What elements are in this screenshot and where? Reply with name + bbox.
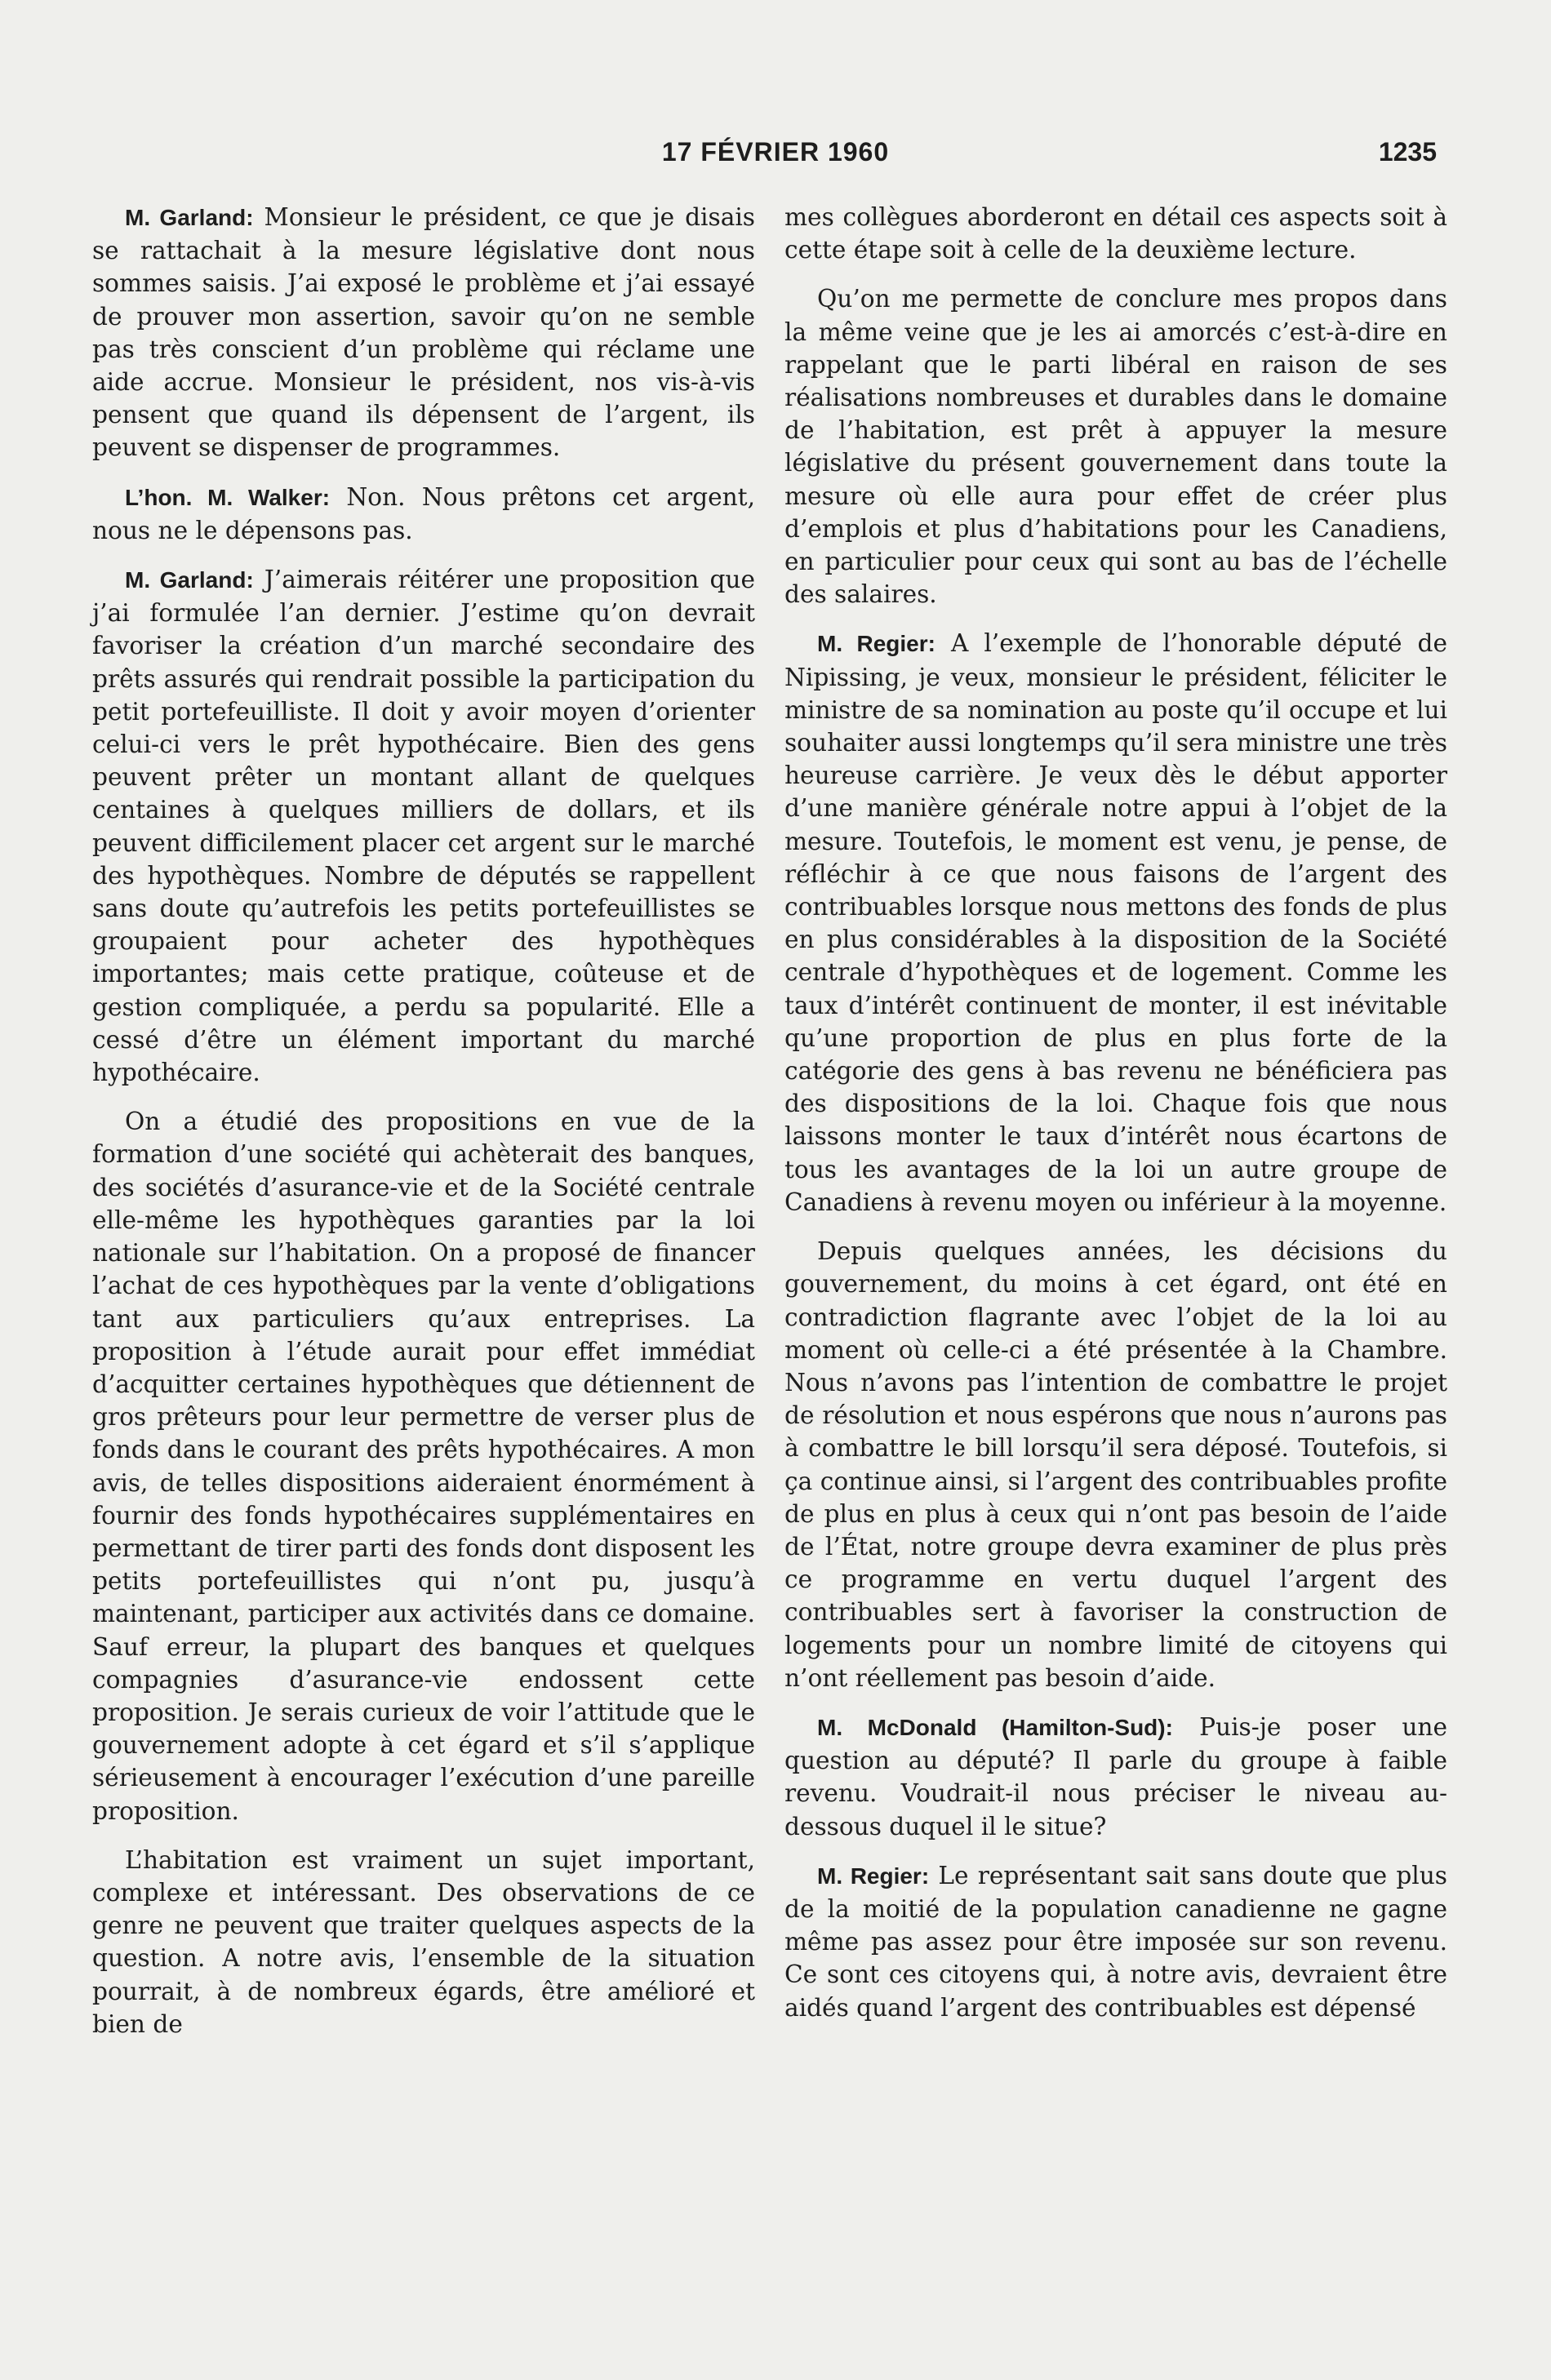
paragraph-text: Non. Nous prêtons cet argent, nous ne le dépensons pas. (92, 482, 755, 544)
paragraph-text: Qu’on me permette de conclure mes propos dans la même veine que je les ai amorcés c’est-à-dire en rappelant que le parti libéral en raison de ses réalisations nombreuses et durables dans le domaine de l’habitation, est prêt à appuyer la mesure législative du présent gouvernement dans toute la mesure où elle aura pour effet de créer plus d’emplois et plus d’habitations pour les Canadiens, en particulier pour ceux qui sont au bas de l’échelle des salaires. (784, 285, 1447, 609)
paragraph-text: On a étudié des propositions en vue de la formation d’une société qui achèterait des banques, des sociétés d’asurance-vie et de la Société centrale elle-même les hypothèques garanties par la loi nationale sur l’habitation. On a proposé de financer l’achat de ces hypothèques par la vente d’obligations tant aux particuliers qu’aux entreprises. La proposition à l’étude aurait pour effet immédiat d’acquitter certaines hypothèques que détiennent de gros prêteurs pour leur permettre de verser plus de fonds dans le courant des prêts hypothécaires. A mon avis, de telles dispositions aideraient énormément à fournir des fonds hypothécaires supplémentaires en permettant de tirer parti des fonds dont disposent les petits portefeuillistes qui n’ont pu, jusqu’à maintenant, participer aux activités dans ce domaine. Sauf erreur, la plupart des banques et quelques compagnies d’asurance-vie endossent cette proposition. Je serais curieux de voir l’attitude que le gouvernement adopte à cet égard et s’il s’applique sérieusement à encourager l’exécution d’une pareille proposition. (92, 1108, 755, 1825)
paragraph (784, 201, 1447, 266)
paragraph-text: J’aimerais réitérer une proposition que j’ai formulée l’an dernier. J’estime qu’on devrait favoriser la création d’un marché secondaire des prêts assurés qui rendrait possible la participation du petit portefeuilliste. Il doit y avoir moyen d’orienter celui-ci vers le prêt hypothécaire. Bien des gens peuvent prêter un montant allant de quelques centaines à quelques milliers de dollars, et ils peuvent difficilement placer cet argent sur le marché des hypothèques. Nombre de députés se rappellent sans doute qu’autrefois les petits portefeuillistes se groupaient pour acheter des hypothèques importantes; mais cette pratique, coûteuse et de gestion compliquée, a perdu sa popularité. Elle a cessé d’être un élément important du marché hypothécaire. (92, 566, 755, 1087)
paragraph (92, 201, 755, 464)
paragraph (784, 1711, 1447, 1843)
speaker-name: M. McDonald (Hamilton-Sud): (817, 1714, 1173, 1740)
speaker-name: M. Regier: (817, 631, 935, 657)
paragraph (92, 563, 755, 1089)
paragraph-text: Le représentant sait sans doute que plus de la moitié de la population canadienne ne gagne même pas assez pour être imposée sur son revenu. Ce sont ces citoyens qui, à notre avis, devraient être aidés quand l’argent des contribuables est dépensé (784, 1861, 1447, 2022)
paragraph-text: L’habitation est vraiment un sujet important, complexe et intéressant. Des observations de ce genre ne peuvent que traiter quelques aspects de la question. A notre avis, l’ensemble de la situation pourrait, à de nombreux égards, être amélioré et bien de (92, 1845, 755, 2038)
paragraph-text: Monsieur le président, ce que je disais se rattachait à la mesure législative dont nous sommes saisis. J’ai exposé le problème et j’ai essayé de prouver mon assertion, savoir qu’on ne semble pas très conscient d’un problème qui réclame une aide accrue. Monsieur le président, nos vis-à-vis pensent que quand ils dépensent de l’argent, ils peuvent se dispenser de programmes. (92, 203, 755, 462)
paragraph-text: Puis-je poser une question au député? Il parle du groupe à faible revenu. Voudrait-il nous préciser le niveau au-dessous duquel il le situe? (784, 1712, 1447, 1841)
page-date: 17 FÉVRIER 1960 (661, 137, 890, 167)
speaker-name: M. Garland: (125, 205, 254, 230)
paragraph (784, 1235, 1447, 1694)
speaker-name: L’hon. M. Walker: (125, 484, 331, 510)
paragraph (92, 1844, 755, 2040)
paragraph (784, 627, 1447, 1219)
speaker-name: M. Regier: (817, 1863, 930, 1889)
paragraph (92, 481, 755, 547)
page-number: 1235 (1378, 137, 1437, 167)
paragraph (92, 1105, 755, 1827)
paragraph-text: Depuis quelques années, les décisions du gouvernement, du moins à cet égard, ont été en contradiction flagrante avec l’objet de la loi au moment où celle-ci a été présentée à la Chambre. Nous n’avons pas l’intention de combattre le projet de résolution et nous espérons que nous n’aurons pas à combattre le bill lorsqu’il sera déposé. Toutefois, si ça continue ainsi, si l’argent des contribuables profite de plus en plus à ceux qui n’ont pas besoin de l’aide de l’État, notre groupe devra examiner de plus près ce programme en vertu duquel l’argent des contribuables sert à favoriser la construction de logements pour un nombre limité de citoyens qui n’ont réellement pas besoin d’aide. (784, 1237, 1447, 1692)
paragraph-text: mes collègues aborderont en détail ces aspects soit à cette étape soit à celle de la deuxième lecture. (784, 203, 1447, 264)
page-header (0, 137, 1551, 170)
left-column (92, 201, 755, 2057)
paragraph (784, 282, 1447, 611)
paragraph-text: A l’exemple de l’honorable député de Nipissing, je veux, monsieur le président, féliciter le ministre de sa nomination au poste qu’il occupe et lui souhaiter aussi longtemps qu’il sera ministre une très heureuse carrière. Je veux dès le début apporter d’une manière générale notre appui à l’objet de la mesure. Toutefois, le moment est venu, je pense, de réfléchir à ce que nous faisons de l’argent des contribuables lorsque nous mettons des fonds de plus en plus considérables à la disposition de la Société centrale d’hypothèques et de logement. Comme les taux d’intérêt continuent de monter, il est inévitable qu’une proportion de plus en plus forte de la catégorie des gens à bas revenu ne bénéficiera pas des dispositions de la loi. Chaque fois que nous laissons monter le taux d’intérêt nous écartons de tous les avantages de la loi un autre groupe de Canadiens à revenu moyen ou inférieur à la moyenne. (784, 629, 1447, 1216)
right-column (784, 201, 1447, 2040)
speaker-name: M. Garland: (125, 567, 254, 593)
paragraph (784, 1859, 1447, 2024)
